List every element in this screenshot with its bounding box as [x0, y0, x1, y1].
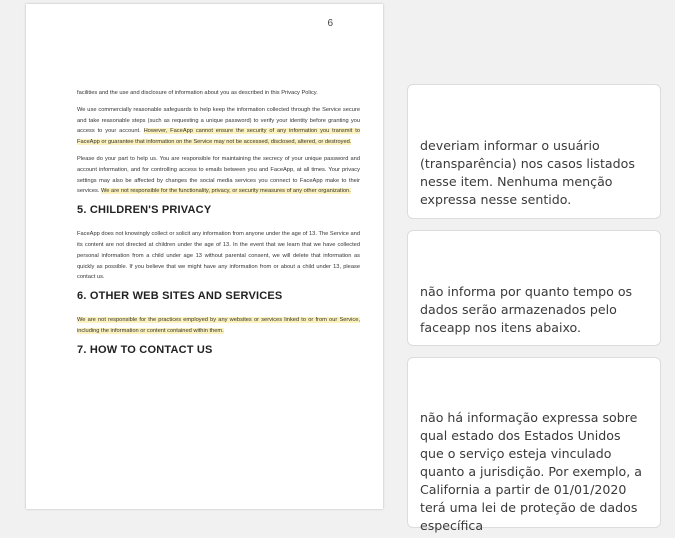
page-number: 6 [327, 18, 333, 29]
paragraph [77, 88, 360, 99]
highlighted-text: We are not responsible for the functionality, privacy, or security measures of any other organization. [101, 188, 351, 195]
document-body [77, 88, 360, 369]
section-heading: 7. HOW TO CONTACT US [77, 343, 213, 356]
paragraph [77, 154, 360, 197]
comment-text: não informa por quanto tempo os dados serão armazenados pelo faceapp nos itens abaixo. [420, 284, 633, 335]
section-heading: 6. OTHER WEB SITES AND SERVICES [77, 290, 283, 303]
document-page [26, 4, 383, 509]
paragraph-text: We use commercially reasonable safeguards to help keep the information collected through the Service secure and take reasonable steps (such as requesting a unique password) to verify your identity before granting you access to your account. [77, 106, 360, 135]
highlighted-text: We are not responsible for the practices employed by any websites or services linked to or from our Service, including the information or content contained within them. [77, 317, 360, 334]
comment-card[interactable] [407, 357, 661, 533]
comment-card[interactable] [407, 230, 661, 346]
highlighted-text: However, FaceApp cannot ensure the security of any information you transmit to FaceApp or guarantee that information on the Service may not be accessed, disclosed, altered, or destroyed. [77, 128, 360, 146]
section-heading: 5. CHILDREN'S PRIVACY [77, 204, 212, 217]
comment-text: deveriam informar o usuário (transparência) nos casos listados nesse item. Nenhuma menção expressa nesse sentido. [420, 138, 635, 207]
comment-text: não há informação expressa sobre qual estado dos Estados Unidos que o serviço esteja vinculado quanto a jurisdição. Por exemplo, a California a partir de 01/01/2020 terá uma lei de proteção de dados específica [420, 410, 642, 533]
paragraph-text: FaceApp does not knowingly collect or solicit any information from anyone under the age of 13. The Service and its content are not directed at children under the age of 13. In the event that we learn that we have collected personal information from a child under age 13 without parental consent, we will delete that information as quickly as possible. If you believe that we might have any information from or about a child under 13, please contact us. [77, 231, 360, 281]
paragraph [77, 315, 360, 337]
paragraph [77, 229, 360, 283]
paragraph-text: Please do your part to help us. You are responsible for maintaining the secrecy of your unique password and account information, and for controlling access to emails between you and FaceApp, at all times. Your privacy settings may also be affected by changes the social media services you connect to FaceApp make to their services. [77, 155, 360, 195]
comment-card[interactable] [407, 84, 661, 219]
paragraph-text: facilities and the use and disclosure of information about you as described in this Privacy Policy. [77, 90, 318, 96]
paragraph [77, 105, 360, 148]
